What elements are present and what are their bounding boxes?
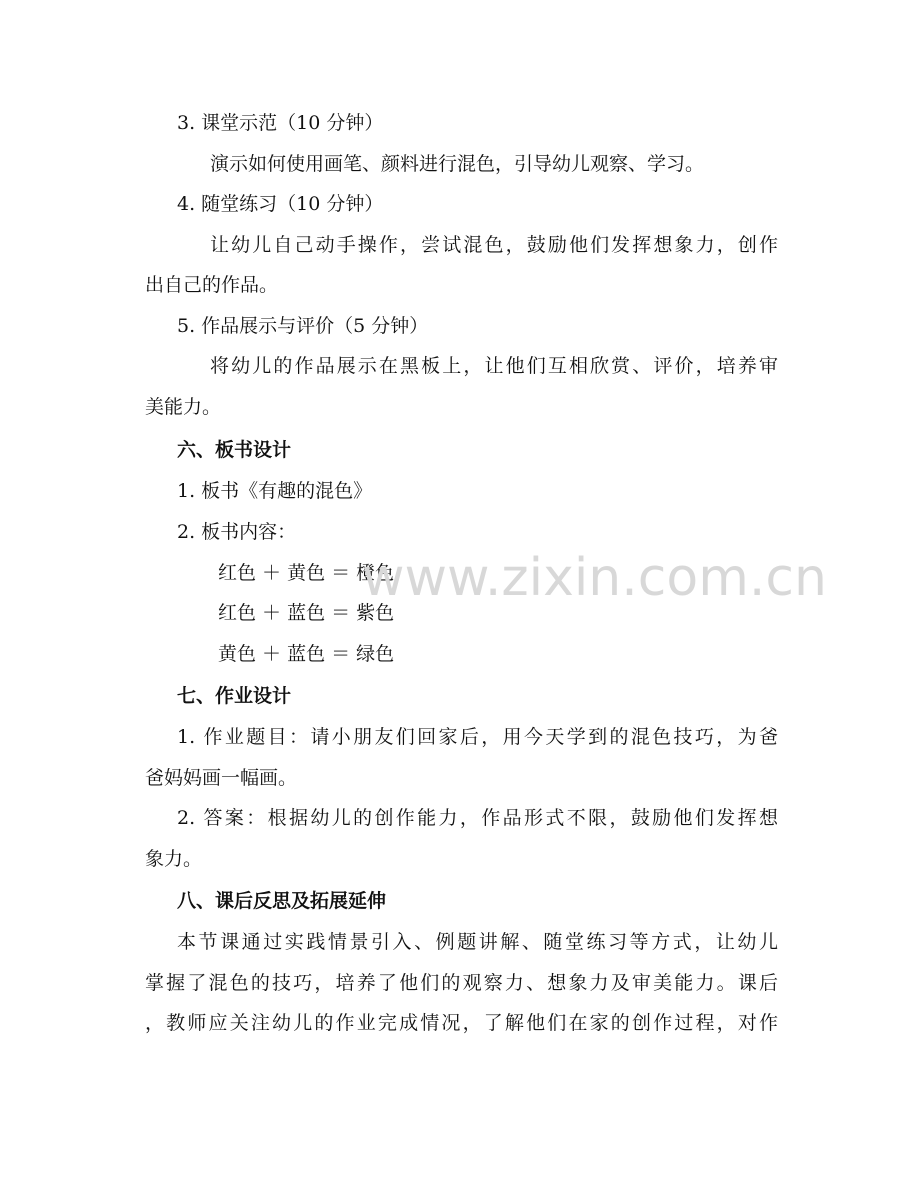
section-6-heading: 六、板书设计 xyxy=(177,439,292,461)
section-7-item-1-line-2: 爸妈妈画一幅画。 xyxy=(145,767,298,789)
color-formula-green: 黄色 ＋ 蓝色 ＝ 绿色 xyxy=(218,643,395,665)
step-5-title: 5. 作品展示与评价（5 分钟） xyxy=(177,315,429,337)
section-6-item-1: 1. 板书《有趣的混色》 xyxy=(177,480,373,502)
section-7-heading: 七、作业设计 xyxy=(177,685,292,707)
step-4-body-line-1: 让幼儿自己动手操作，尝试混色，鼓励他们发挥想象力，创作 xyxy=(210,234,778,256)
section-8-body-line-2: 掌握了混色的技巧，培养了他们的观察力、想象力及审美能力。课后 xyxy=(145,972,778,994)
site-watermark: www.zixin.com.cn xyxy=(362,548,827,608)
step-4-title: 4. 随堂练习（10 分钟） xyxy=(177,193,384,215)
section-7-item-1-line-1: 1. 作业题目：请小朋友们回家后，用今天学到的混色技巧，为爸 xyxy=(177,726,778,748)
section-7-item-2-line-2: 象力。 xyxy=(145,848,203,870)
section-8-heading: 八、课后反思及拓展延伸 xyxy=(177,890,387,912)
step-4-body-line-2: 出自己的作品。 xyxy=(145,274,279,296)
color-formula-purple: 红色 ＋ 蓝色 ＝ 紫色 xyxy=(218,602,395,624)
section-6-item-2: 2. 板书内容： xyxy=(177,521,297,543)
step-5-body-line-2: 美能力。 xyxy=(145,396,222,418)
color-formula-orange: 红色 ＋ 黄色 ＝ 橙色 xyxy=(218,562,395,584)
step-5-body-line-1: 将幼儿的作品展示在黑板上，让他们互相欣赏、评价，培养审 xyxy=(210,355,778,377)
section-8-body-line-3: ，教师应关注幼儿的作业完成情况，了解他们在家的创作过程，对作 xyxy=(145,1012,778,1034)
step-3-body: 演示如何使用画笔、颜料进行混色，引导幼儿观察、学习。 xyxy=(210,153,705,175)
step-3-title: 3. 课堂示范（10 分钟） xyxy=(177,112,384,134)
section-8-body-line-1: 本节课通过实践情景引入、例题讲解、随堂练习等方式，让幼儿 xyxy=(177,931,778,953)
section-7-item-2-line-1: 2. 答案：根据幼儿的创作能力，作品形式不限，鼓励他们发挥想 xyxy=(177,807,778,829)
